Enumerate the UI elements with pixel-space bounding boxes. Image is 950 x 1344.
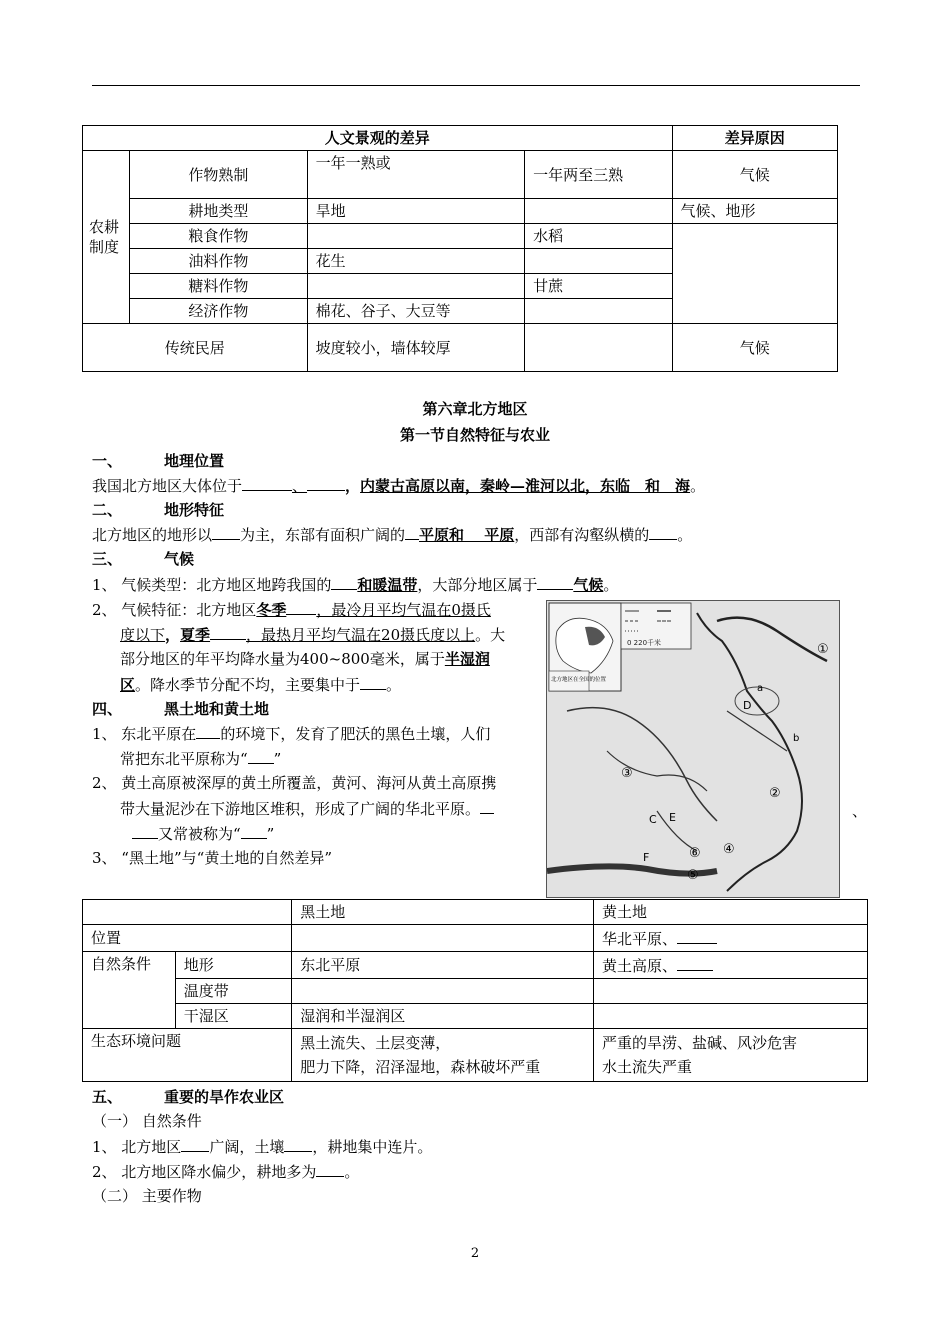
south-cell bbox=[525, 324, 672, 372]
soil-line-6: 3、 “黑土地”与“黄土地的自然差异” bbox=[92, 849, 332, 867]
map-label-1: ① bbox=[817, 642, 829, 657]
cell bbox=[594, 979, 868, 1004]
reason-cell: 气候 bbox=[672, 324, 837, 372]
soil-line-5: 又常被称为“ ” bbox=[132, 822, 274, 845]
row-label: 耕地类型 bbox=[130, 199, 307, 224]
cell bbox=[292, 925, 594, 952]
map-label-d: D bbox=[743, 699, 752, 712]
soil-line-3: 2、 黄土高原被深厚的黄土所覆盖，黄河、海河从黄土高原携 bbox=[92, 774, 497, 792]
north-cell: 旱地 bbox=[307, 199, 525, 224]
header-rule bbox=[92, 85, 860, 86]
location-text: 我国北方地区大体位于 、 ，内蒙古高原以南，秦岭—淮河以北，东临 和 海。 bbox=[92, 474, 705, 497]
cell: 严重的旱涝、盐碱、风沙危害 水土流失严重 bbox=[594, 1029, 868, 1082]
map-label-c: C bbox=[649, 813, 657, 826]
cell bbox=[594, 1004, 868, 1029]
row-label: 糖料作物 bbox=[130, 274, 307, 299]
cell: 黑土流失、土层变薄， 肥力下降，沼泽湿地，森林破坏严重 bbox=[292, 1029, 594, 1082]
row-label-location: 位置 bbox=[83, 925, 292, 952]
north-cell: 坡度较小，墙体较厚 bbox=[307, 324, 525, 372]
section-2-heading: 二、 地形特征 bbox=[92, 501, 225, 519]
reason-cell-merged bbox=[672, 224, 837, 324]
north-cell bbox=[307, 274, 525, 299]
reason-cell: 气候、地形 bbox=[672, 199, 837, 224]
south-cell bbox=[525, 249, 672, 274]
row-label: 粮食作物 bbox=[130, 224, 307, 249]
terrain-text: 北方地区的地形以 为主，东部有面积广阔的 平原和 平原，西部有沟壑纵横的 。 bbox=[92, 523, 692, 546]
row-label: 作物熟制 bbox=[130, 151, 307, 199]
map-label-e: E bbox=[669, 811, 676, 824]
cell: 湿润和半湿润区 bbox=[292, 1004, 594, 1029]
climate-feature-line-2: 度以下，夏季 ，最热月平均气温在20摄氏度以上。大 bbox=[120, 623, 505, 646]
map-label-5: ⑤ bbox=[687, 868, 699, 883]
subsection-1: （一） 自然条件 bbox=[92, 1112, 202, 1130]
climate-feature-line-1: 2、 气候特征：北方地区冬季 ，最冷月平均气温在0摄氏 bbox=[92, 598, 491, 621]
section-1-heading: 一、 地理位置 bbox=[92, 452, 225, 470]
section-3-heading: 三、 气候 bbox=[92, 550, 195, 568]
map-label-3: ③ bbox=[621, 766, 633, 781]
north-region-map bbox=[546, 600, 840, 898]
soil-comparison-table bbox=[82, 899, 868, 1082]
trailing-comma: 、 bbox=[852, 802, 868, 820]
inset-label: 北方地区在全国的位置 bbox=[551, 677, 607, 683]
row-label: 油料作物 bbox=[130, 249, 307, 274]
section-title: 第一节自然特征与农业 bbox=[399, 426, 550, 444]
south-cell: 一年两至三熟 bbox=[525, 151, 672, 199]
section-4-heading: 四、 黑土地和黄土地 bbox=[92, 700, 270, 718]
north-cell bbox=[307, 224, 525, 249]
map-label-b: b bbox=[793, 733, 800, 744]
cell: 华北平原、 bbox=[594, 925, 868, 952]
col-header-black-soil: 黑土地 bbox=[292, 900, 594, 925]
map-label-f: F bbox=[643, 851, 650, 864]
section-5-heading: 五、 重要的旱作农业区 bbox=[92, 1088, 285, 1106]
col-header-loess: 黄土地 bbox=[594, 900, 868, 925]
climate-feature-line-3: 部分地区的年平均降水量为400~800毫米，属于半湿润 bbox=[120, 650, 490, 668]
south-cell bbox=[525, 199, 672, 224]
condition-line-2: 2、 北方地区降水偏少，耕地多为 。 bbox=[92, 1160, 359, 1183]
north-cell: 一年一熟或 bbox=[307, 151, 525, 199]
landscape-difference-table bbox=[82, 125, 838, 372]
cell bbox=[292, 979, 594, 1004]
chapter-title: 第六章北方地区 bbox=[422, 400, 528, 418]
condition-line-1: 1、 北方地区 广阔，土壤 ，耕地集中连片。 bbox=[92, 1135, 432, 1158]
soil-line-4: 带大量泥沙在下游地区堆积，形成了广阔的华北平原。 bbox=[120, 797, 494, 820]
row-label-moisture: 干湿区 bbox=[175, 1004, 292, 1029]
soil-line-1: 1、 东北平原在 的环境下，发育了肥沃的黑色土壤，人们 bbox=[92, 722, 490, 745]
map-scale: 0 220千米 bbox=[627, 639, 662, 647]
reason-cell: 气候 bbox=[672, 151, 837, 199]
page-number: 2 bbox=[470, 1246, 480, 1261]
table-header-reason: 差异原因 bbox=[672, 126, 837, 151]
cell: 黄土高原、 bbox=[594, 952, 868, 979]
map-drawing bbox=[547, 601, 839, 897]
table-header-landscape: 人文景观的差异 bbox=[83, 126, 673, 151]
north-cell: 棉花、谷子、大豆等 bbox=[307, 299, 525, 324]
south-cell bbox=[525, 299, 672, 324]
farming-system-label: 农耕制度 bbox=[83, 151, 130, 324]
climate-feature-line-4: 区。降水季节分配不均，主要集中于 。 bbox=[120, 673, 401, 696]
row-label: 经济作物 bbox=[130, 299, 307, 324]
row-label-ecology: 生态环境问题 bbox=[83, 1029, 292, 1082]
soil-line-2: 常把东北平原称为“ ” bbox=[120, 747, 281, 770]
south-cell: 水稻 bbox=[525, 224, 672, 249]
climate-type-text: 1、 气候类型：北方地区地跨我国的 和暖温带，大部分地区属于 气候。 bbox=[92, 573, 618, 596]
map-label-2: ② bbox=[769, 786, 781, 801]
row-label-housing: 传统民居 bbox=[83, 324, 308, 372]
row-label-natural: 自然条件 bbox=[83, 952, 176, 1029]
cell: 东北平原 bbox=[292, 952, 594, 979]
north-cell: 花生 bbox=[307, 249, 525, 274]
subsection-2: （二） 主要作物 bbox=[92, 1187, 202, 1205]
map-label-4: ④ bbox=[723, 842, 735, 857]
row-label-terrain: 地形 bbox=[175, 952, 292, 979]
row-label-temp: 温度带 bbox=[175, 979, 292, 1004]
map-label-a: a bbox=[757, 683, 764, 694]
south-cell: 甘蔗 bbox=[525, 274, 672, 299]
map-label-6: ⑥ bbox=[689, 846, 701, 861]
